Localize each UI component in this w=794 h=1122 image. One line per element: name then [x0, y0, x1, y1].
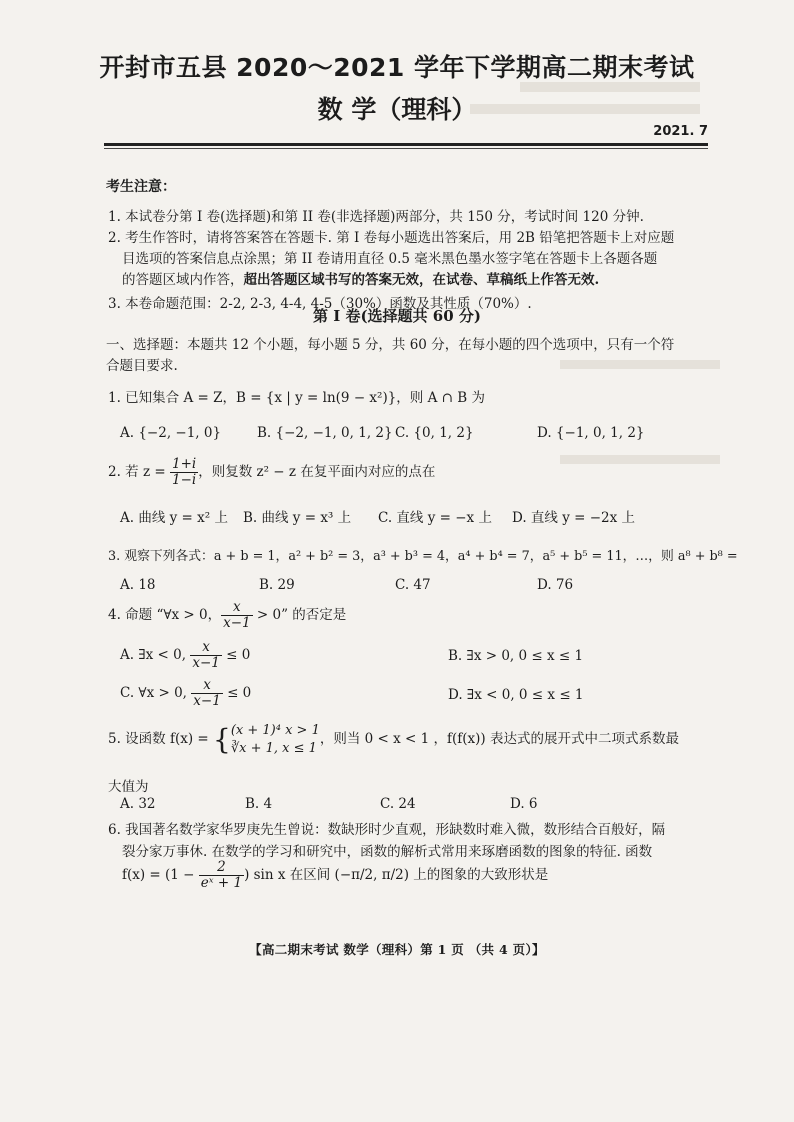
notice-item-2a: 2. 考生作答时，请将答案答在答题卡. 第 I 卷每小题选出答案后，用 2B 铅笔把答题卡上对应题	[108, 230, 675, 246]
q2-frac-num: 1+i	[171, 456, 197, 472]
q3-option-a: A. 18	[120, 577, 156, 593]
q5-option-c: C. 24	[380, 796, 416, 812]
section-title: 第 I 卷(选择题共 60 分)	[313, 307, 481, 325]
exam-title: 开封市五县 2020～2021 学年下学期高二期末考试	[99, 53, 695, 82]
q5-stem	[108, 722, 679, 757]
q3-option-b: B. 29	[259, 577, 295, 593]
q4-stem	[108, 600, 346, 631]
q4-prefix: 4. 命题 “∀x > 0，	[108, 606, 222, 623]
q5-piecewise	[231, 722, 320, 757]
q6-f-post: ) sin x 在区间 (−π/2, π/2) 上的图象的大致形状是	[244, 866, 549, 883]
bleed-through-mark	[560, 360, 720, 369]
q1-option-a: A. {−2, −1, 0}	[120, 425, 222, 441]
q2-prefix: 2. 若 z =	[108, 463, 170, 480]
q6-frac-num: 2	[199, 860, 244, 876]
q1-option-c: C. {0, 1, 2}	[395, 425, 474, 441]
q5-option-a: A. 32	[120, 796, 156, 812]
notice-heading: 考生注意：	[106, 179, 176, 195]
q4-option-a-num: x	[190, 640, 222, 656]
q4-option-c	[120, 678, 251, 709]
notice-item-3: 3. 本卷命题范围：2-2, 2-3, 4-4, 4-5（30%）函数及其性质（70%）.	[108, 296, 532, 312]
q6-function	[122, 860, 548, 891]
section-intro-a: 一、选择题：本题共 12 个小题，每小题 5 分，共 60 分，在每小题的四个选项中，只有一个符	[106, 337, 675, 353]
q4-option-b: B. ∃x > 0, 0 ≤ x ≤ 1	[448, 648, 584, 664]
q3-option-d: D. 76	[537, 577, 574, 593]
q2-option-c: C. 直线 y = −x 上	[378, 510, 492, 526]
q1-option-d: D. {−1, 0, 1, 2}	[537, 425, 645, 441]
notice-item-2c	[122, 268, 599, 288]
q5-option-b: B. 4	[245, 796, 273, 812]
q4-option-a-den: x−1	[192, 654, 220, 671]
q1-option-b: B. {−2, −1, 0, 1, 2}	[257, 425, 393, 441]
q6-stem-a: 6. 我国著名数学家华罗庚先生曾说：数缺形时少直观，形缺数时难入微，数形结合百般好，隔	[108, 822, 666, 838]
q6-fraction	[199, 860, 244, 891]
q2-fraction	[170, 457, 198, 488]
q6-stem-b: 裂分家万事休. 在数学的学习和研究中，函数的解析式常用来琢磨函数的图象的特征. 函数	[122, 844, 653, 860]
q5-suffix: ，则当 0 < x < 1 ，f(f(x)) 表达式的展开式中二项式系数最	[319, 731, 679, 748]
q6-f-pre: f(x) = (1 −	[122, 866, 199, 883]
q4-frac-den: x−1	[223, 614, 251, 631]
notice-item-2c-bold: 超出答题区域书写的答案无效，在试卷、草稿纸上作答无效.	[243, 272, 600, 288]
q3-stem: 3. 观察下列各式：a + b = 1，a² + b² = 3，a³ + b³ = 4，a⁴ + b⁴ = 7，a⁵ + b⁵ = 11，…，则 a⁸ + b⁸ =	[108, 549, 738, 564]
page-footer: 【高二期末考试 数学（理科）第 1 页 （共 4 页）】	[249, 942, 545, 957]
q2-frac-den: 1−i	[171, 471, 197, 488]
q2-option-b: B. 曲线 y = x³ 上	[243, 510, 352, 526]
q2-option-d: D. 直线 y = −2x 上	[512, 510, 636, 526]
header-rule	[104, 143, 708, 146]
q4-option-d: D. ∃x < 0, 0 ≤ x ≤ 1	[448, 687, 584, 703]
q4-suffix: > 0” 的否定是	[252, 606, 347, 623]
q4-option-c-pre: C. ∀x > 0,	[120, 684, 192, 701]
q4-option-c-fraction	[191, 678, 223, 709]
bleed-through-mark	[560, 455, 720, 464]
q4-frac-num: x	[221, 600, 253, 616]
q2-suffix: ，则复数 z² − z 在复平面内对应的点在	[198, 463, 436, 480]
q2-option-a: A. 曲线 y = x² 上	[120, 510, 228, 526]
q6-frac-den: eˣ + 1	[200, 874, 243, 891]
q4-option-a-post: ≤ 0	[221, 646, 251, 663]
q4-option-a	[120, 640, 250, 671]
q1-stem: 1. 已知集合 A = Z，B = {x | y = ln(9 − x²)}，则 A ∩ B 为	[108, 390, 485, 406]
q4-option-c-post: ≤ 0	[222, 684, 252, 701]
notice-item-2b: 目选项的答案信息点涂黑；第 II 卷请用直径 0.5 毫米黑色墨水签字笔在答题卡上各题各题	[122, 251, 658, 267]
exam-subtitle: 数 学（理科）	[317, 95, 477, 124]
q5-option-d: D. 6	[510, 796, 538, 812]
q2-stem	[108, 457, 435, 488]
q5-prefix: 5. 设函数 f(x) =	[108, 731, 214, 748]
q5-stem-b: 大值为	[108, 779, 149, 795]
q4-option-a-fraction	[190, 640, 222, 671]
q5-brace-glyph: {	[213, 722, 231, 756]
q4-option-c-num: x	[191, 678, 223, 694]
section-intro-b: 合题目要求.	[106, 358, 178, 374]
q4-fraction	[221, 600, 253, 631]
q5-case-1: (x + 1)⁴ x > 1	[230, 723, 320, 738]
q4-option-a-pre: A. ∃x < 0,	[120, 646, 191, 663]
notice-item-1: 1. 本试卷分第 I 卷(选择题)和第 II 卷(非选择题)两部分，共 150 分，考试时间 120 分钟.	[108, 209, 644, 225]
header-rule-thin	[104, 148, 708, 149]
q5-case-2: ∛x + 1, x ≤ 1	[230, 740, 317, 756]
exam-date: 2021. 7	[653, 124, 708, 139]
q3-option-c: C. 47	[395, 577, 431, 593]
q4-option-c-den: x−1	[193, 692, 221, 709]
notice-item-2c-plain: 的答题区域内作答，	[122, 272, 244, 288]
